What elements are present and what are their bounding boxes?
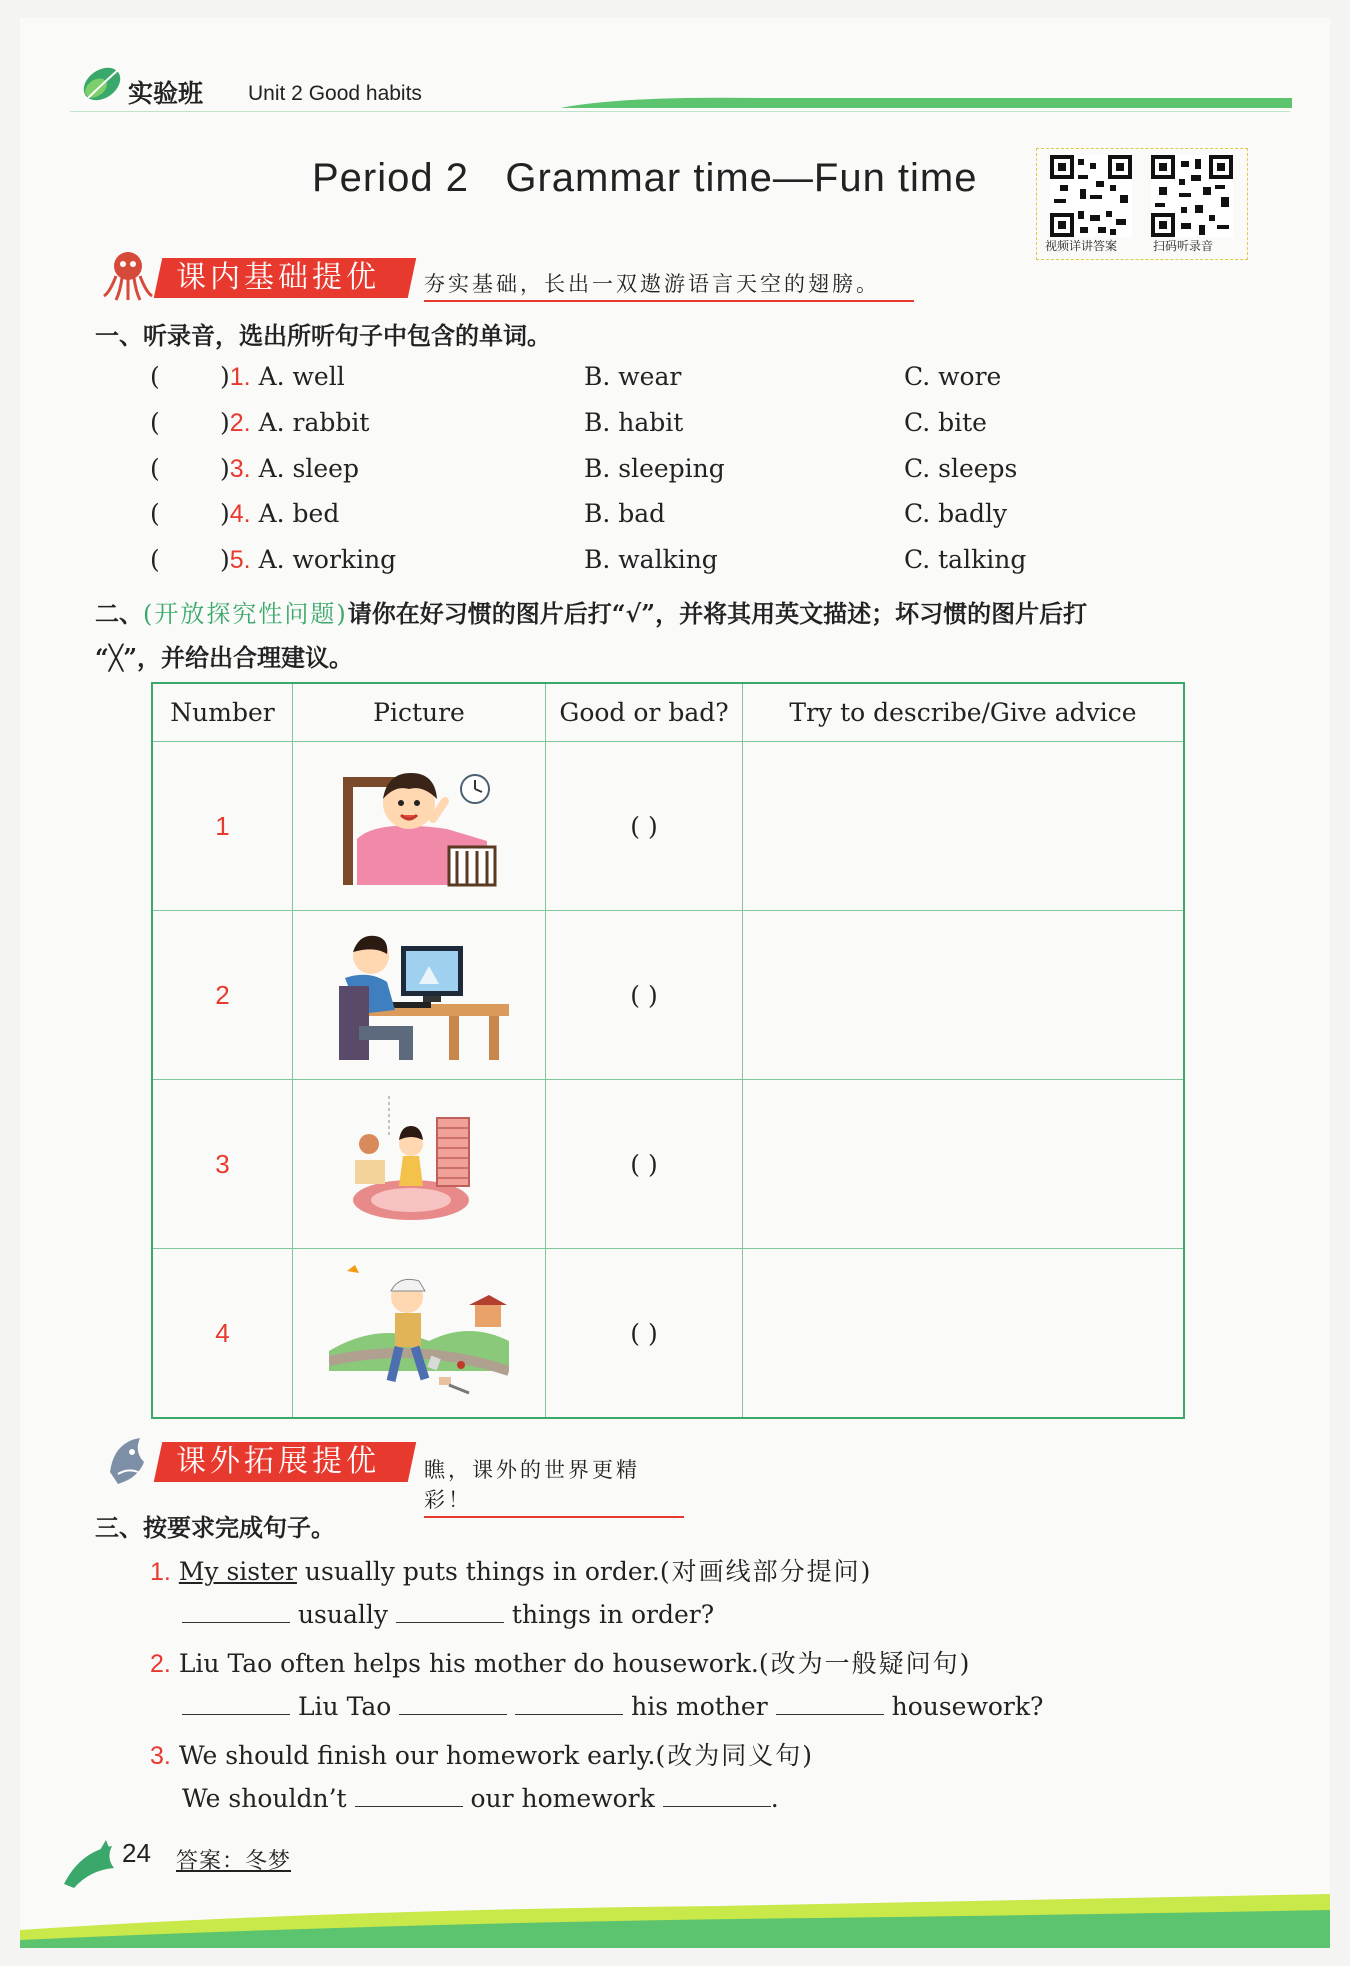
answer-blank[interactable] — [182, 1598, 290, 1623]
question-3 — [150, 1736, 814, 1772]
answer-text: his mother — [631, 1692, 768, 1721]
girl-in-tidy-room-picture — [349, 1096, 489, 1228]
part2-heading-line2: “╳”，并给出合理建议。 — [95, 643, 354, 672]
qr-left-caption: 视频详讲答案 — [1045, 239, 1118, 253]
answer-line-3 — [182, 1782, 779, 1813]
option-c: C. sleeps — [904, 454, 1018, 483]
question-text: We should finish our homework early. — [178, 1741, 656, 1770]
item-number: 1. — [229, 363, 251, 391]
qr-panel — [1036, 148, 1248, 260]
option-b: B. walking — [584, 545, 718, 574]
picture-cell — [293, 742, 546, 911]
option-a: A. rabbit — [258, 408, 370, 437]
item-number: 2. — [229, 409, 251, 437]
answer-text: . — [770, 1784, 779, 1813]
column-header: Picture — [293, 683, 546, 742]
question-hint: (改为一般疑问句) — [758, 1649, 972, 1678]
shark-mascot-icon — [104, 1432, 154, 1490]
answer-blank[interactable] — [182, 1690, 290, 1715]
header-stripe — [560, 94, 1292, 112]
option-c: C. wore — [904, 362, 1002, 391]
table-header-row — [152, 683, 1184, 742]
header-rule — [70, 111, 1290, 112]
table-row — [152, 1080, 1184, 1249]
brand-label: 实验班 — [128, 80, 204, 108]
page-number: 24 — [122, 1838, 151, 1868]
option-c: C. bite — [904, 408, 987, 437]
answer-paren[interactable]: ( — [150, 362, 160, 391]
option-b: B. habit — [584, 408, 684, 437]
row-number: 4 — [152, 1249, 293, 1419]
column-header: Try to describe/Give advice — [743, 683, 1185, 742]
habits-table — [151, 682, 1185, 1419]
picture-cell — [293, 911, 546, 1080]
answer-blank[interactable] — [515, 1690, 623, 1715]
page-title: Period 2 Grammar time—Fun time — [312, 156, 978, 200]
answer-paren[interactable]: ( — [150, 499, 160, 528]
answer-text: housework? — [891, 1692, 1044, 1721]
answer-text: usually — [297, 1600, 389, 1629]
table-row — [152, 1249, 1184, 1419]
answer-key-label: 答案：冬梦 — [176, 1849, 292, 1874]
list-item: )4. A. bed — [220, 499, 340, 528]
answer-blank[interactable] — [663, 1782, 771, 1807]
answer-paren[interactable]: ( — [150, 545, 160, 574]
section2-note: 瞧，课外的世界更精彩！ — [424, 1454, 684, 1518]
good-or-bad-answer[interactable]: ( ) — [546, 1080, 743, 1249]
question-text: Liu Tao often helps his mother do housework. — [178, 1649, 759, 1678]
list-item: )5. A. working — [220, 545, 397, 574]
table-row — [152, 742, 1184, 911]
picture-cell — [293, 1080, 546, 1249]
section1-banner: 课内基础提优 — [154, 258, 417, 298]
section2-banner: 课外拓展提优 — [154, 1442, 417, 1482]
good-or-bad-answer[interactable]: ( ) — [546, 742, 743, 911]
item-number: 3. — [150, 1742, 171, 1770]
qr-code-right-icon[interactable] — [1151, 155, 1233, 237]
item-number: 2. — [150, 1650, 171, 1678]
item-number: 4. — [229, 500, 251, 528]
option-b: B. wear — [584, 362, 682, 391]
picture-cell — [293, 1249, 546, 1419]
qr-right-caption: 扫码听录音 — [1153, 239, 1214, 253]
answer-blank[interactable] — [399, 1690, 507, 1715]
unit-label: Unit 2 Good habits — [248, 82, 422, 105]
describe-answer-cell[interactable] — [743, 911, 1185, 1080]
column-header: Number — [152, 683, 293, 742]
option-a: A. well — [258, 362, 345, 391]
option-c: C. talking — [904, 545, 1027, 574]
answer-text: We shouldn’t — [182, 1784, 347, 1813]
answer-line-2 — [182, 1690, 1043, 1721]
good-or-bad-answer[interactable]: ( ) — [546, 911, 743, 1080]
list-item: )3. A. sleep — [220, 454, 359, 483]
good-or-bad-answer[interactable]: ( ) — [546, 1249, 743, 1419]
leaf-logo-icon — [78, 62, 126, 106]
list-item: )2. A. rabbit — [220, 408, 370, 437]
answer-text: things in order? — [511, 1600, 715, 1629]
question-2 — [150, 1644, 971, 1680]
answer-blank[interactable] — [396, 1598, 504, 1623]
section1-note: 夯实基础，长出一双遨游语言天空的翅膀。 — [424, 268, 914, 302]
question-hint: (对画线部分提问) — [659, 1557, 873, 1586]
describe-answer-cell[interactable] — [743, 1249, 1185, 1419]
option-a: A. bed — [258, 499, 340, 528]
boy-littering-in-park-picture — [329, 1261, 509, 1401]
part2-heading — [95, 594, 1087, 629]
column-header: Good or bad? — [546, 683, 743, 742]
describe-answer-cell[interactable] — [743, 742, 1185, 911]
footer-stripe — [20, 1870, 1330, 1948]
table-row — [152, 911, 1184, 1080]
option-a: A. sleep — [258, 454, 359, 483]
item-number: 3. — [229, 455, 251, 483]
squid-mascot-icon — [100, 248, 156, 302]
answer-blank[interactable] — [355, 1782, 463, 1807]
question-1 — [150, 1552, 872, 1588]
answer-blank[interactable] — [776, 1690, 884, 1715]
part2-heading-line1: 请你在好习惯的图片后打“√”，并将其用英文描述；坏习惯的图片后打 — [347, 599, 1088, 628]
child-waking-up-in-bed-picture — [337, 759, 501, 889]
option-c: C. badly — [904, 499, 1008, 528]
boy-playing-computer-picture — [329, 926, 509, 1060]
part3-heading: 三、按要求完成句子。 — [95, 1513, 335, 1542]
row-number: 2 — [152, 911, 293, 1080]
row-number: 3 — [152, 1080, 293, 1249]
list-item: )1. A. well — [220, 362, 345, 391]
question-hint: (改为同义句) — [655, 1741, 815, 1770]
describe-answer-cell[interactable] — [743, 1080, 1185, 1249]
underlined-phrase: My sister — [178, 1557, 297, 1586]
answer-paren[interactable]: ( — [150, 408, 160, 437]
answer-text: Liu Tao — [297, 1692, 392, 1721]
item-number: 1. — [150, 1558, 171, 1586]
row-number: 1 — [152, 742, 293, 911]
answer-text: our homework — [470, 1784, 655, 1813]
option-b: B. sleeping — [584, 454, 725, 483]
option-a: A. working — [258, 545, 397, 574]
answer-line-1 — [182, 1598, 714, 1629]
qr-code-left-icon[interactable] — [1050, 155, 1132, 237]
part1-heading: 一、听录音，选出所听句子中包含的单词。 — [95, 321, 551, 350]
answer-paren[interactable]: ( — [150, 454, 160, 483]
open-question-tag: (开放探究性问题) — [143, 600, 348, 628]
option-b: B. bad — [584, 499, 666, 528]
part2-prefix: 二、 — [95, 599, 143, 628]
item-number: 5. — [229, 546, 251, 574]
question-text: usually puts things in order. — [296, 1557, 660, 1586]
